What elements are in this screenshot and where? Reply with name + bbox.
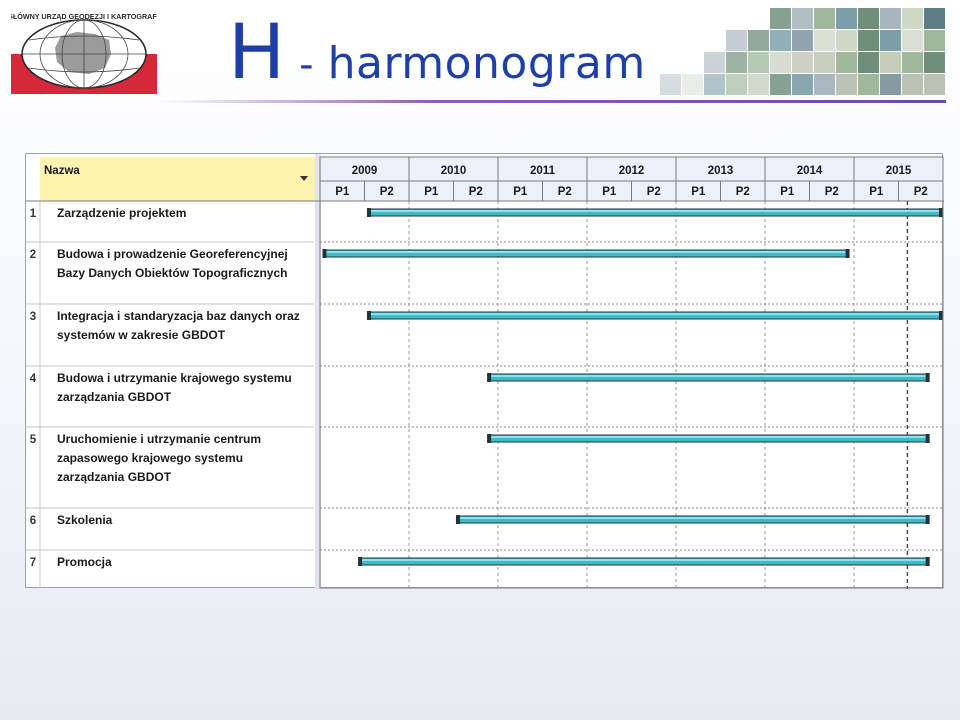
half-year-label: P1 — [602, 186, 617, 198]
mosaic-tile — [726, 74, 747, 95]
mosaic-tile — [814, 30, 835, 51]
mosaic-tile — [902, 52, 923, 73]
task-bar — [367, 311, 943, 320]
half-year-label: P2 — [557, 186, 572, 198]
task-bar-highlight — [361, 559, 927, 561]
task-name: Integracja i standaryzacja baz danych oraz — [57, 309, 300, 323]
mosaic-tile — [858, 52, 879, 73]
mosaic-tile — [924, 74, 945, 95]
task-bar-highlight — [459, 517, 927, 519]
task-bar-start-cap — [322, 249, 326, 258]
title-letter: H — [228, 7, 286, 96]
mosaic-tile — [792, 8, 813, 29]
half-year-label: P2 — [379, 186, 394, 198]
page-title — [228, 6, 646, 98]
task-number: 2 — [29, 249, 37, 261]
mosaic-tile — [770, 30, 791, 51]
mosaic-tile — [814, 52, 835, 73]
year-label: 2012 — [618, 165, 645, 177]
task-bar — [487, 434, 930, 443]
mosaic-tile — [880, 30, 901, 51]
task-number: 7 — [29, 557, 37, 569]
mosaic-tile — [836, 74, 857, 95]
year-label: 2011 — [530, 165, 555, 177]
year-label: 2013 — [707, 165, 734, 177]
mosaic-tile — [858, 30, 879, 51]
mosaic-tile — [902, 74, 923, 95]
mosaic-tile — [704, 74, 725, 95]
task-name: zarządzania GBDOT — [57, 390, 172, 404]
half-year-label: P1 — [691, 186, 706, 198]
task-bar-start-cap — [456, 515, 460, 524]
year-label: 2014 — [796, 165, 823, 177]
satellite-mosaic-image — [660, 8, 946, 96]
task-bar-end-cap — [846, 249, 850, 258]
mosaic-tile — [748, 52, 769, 73]
mosaic-tile — [770, 8, 791, 29]
mosaic-tile — [748, 74, 769, 95]
mosaic-tile — [814, 74, 835, 95]
task-name: Zarządzenie projektem — [57, 206, 187, 220]
task-bar-start-cap — [487, 434, 491, 443]
mosaic-tile — [682, 74, 703, 95]
task-bar-start-cap — [367, 311, 371, 320]
task-bar — [487, 373, 930, 382]
task-number: 5 — [29, 434, 37, 446]
mosaic-tile — [814, 8, 835, 29]
mosaic-tile — [880, 74, 901, 95]
logo-text: GŁÓWNY URZĄD GEODEZJI I KARTOGRAFII — [11, 12, 157, 21]
mosaic-tile — [660, 74, 681, 95]
task-name: systemów w zakresie GBDOT — [57, 328, 226, 342]
task-bar-highlight — [370, 313, 940, 315]
half-year-label: P2 — [468, 186, 483, 198]
mosaic-tile — [770, 52, 791, 73]
task-bar — [358, 557, 930, 566]
mosaic-tile — [902, 8, 923, 29]
task-bar-end-cap — [939, 311, 943, 320]
task-bar — [322, 249, 849, 258]
mosaic-tile — [836, 52, 857, 73]
task-name: Bazy Danych Obiektów Topograficznych — [57, 266, 288, 280]
half-year-label: P1 — [869, 186, 884, 198]
mosaic-tile — [880, 52, 901, 73]
task-name: zapasowego krajowego systemu — [57, 451, 244, 465]
mosaic-tile — [924, 52, 945, 73]
task-name: zarządzania GBDOT — [57, 470, 172, 484]
half-year-label: P1 — [780, 186, 795, 198]
half-year-label: P1 — [513, 186, 528, 198]
mosaic-tile — [880, 8, 901, 29]
mosaic-tile — [770, 74, 791, 95]
mosaic-tile — [792, 52, 813, 73]
task-bar-highlight — [325, 251, 846, 253]
mosaic-tile — [924, 8, 945, 29]
task-number: 4 — [29, 373, 37, 385]
mosaic-tile — [792, 74, 813, 95]
task-name: Budowa i prowadzenie Georeferencyjnej — [57, 247, 288, 261]
half-year-label: P2 — [824, 186, 839, 198]
task-bar-end-cap — [926, 434, 930, 443]
task-number: 1 — [29, 208, 37, 220]
task-number: 3 — [29, 311, 37, 323]
task-bar-start-cap — [367, 208, 371, 217]
mosaic-tile — [748, 30, 769, 51]
half-year-label: P2 — [646, 186, 661, 198]
half-year-label: P2 — [735, 186, 750, 198]
title-text: harmonogram — [327, 38, 646, 89]
task-name: Budowa i utrzymanie krajowego systemu — [57, 371, 292, 385]
task-number: 6 — [29, 515, 37, 527]
mosaic-tile — [704, 52, 725, 73]
task-bar-end-cap — [926, 373, 930, 382]
year-label: 2010 — [440, 165, 467, 177]
task-name: Szkolenia — [57, 513, 113, 527]
mosaic-tile — [792, 30, 813, 51]
name-column-header: Nazwa — [44, 165, 80, 177]
mosaic-tile — [858, 74, 879, 95]
half-year-label: P1 — [335, 186, 350, 198]
mosaic-tile — [726, 30, 747, 51]
title-separator: - — [299, 42, 314, 88]
task-name: Uruchomienie i utrzymanie centrum — [57, 432, 262, 446]
mosaic-tile — [924, 30, 945, 51]
mosaic-tile — [836, 8, 857, 29]
gantt-chart — [25, 153, 943, 588]
task-bar-start-cap — [487, 373, 491, 382]
header-accent-rule — [160, 100, 946, 103]
task-bar — [367, 208, 943, 217]
mosaic-tile — [902, 30, 923, 51]
half-year-label: P2 — [913, 186, 928, 198]
gugik-logo — [11, 10, 157, 94]
mosaic-tile — [858, 8, 879, 29]
task-bar-highlight — [490, 375, 927, 377]
mosaic-tile — [836, 30, 857, 51]
half-year-label: P1 — [424, 186, 439, 198]
name-column-header-bg — [40, 157, 315, 201]
task-bar-highlight — [370, 210, 940, 212]
mosaic-tile — [726, 52, 747, 73]
task-name: Promocja — [57, 555, 112, 569]
task-bar-highlight — [490, 436, 927, 438]
task-bar-end-cap — [926, 515, 930, 524]
year-label: 2015 — [885, 165, 912, 177]
task-bar-end-cap — [939, 208, 943, 217]
task-bar-end-cap — [926, 557, 930, 566]
task-bar — [456, 515, 930, 524]
task-bar-start-cap — [358, 557, 362, 566]
year-label: 2009 — [351, 165, 378, 177]
